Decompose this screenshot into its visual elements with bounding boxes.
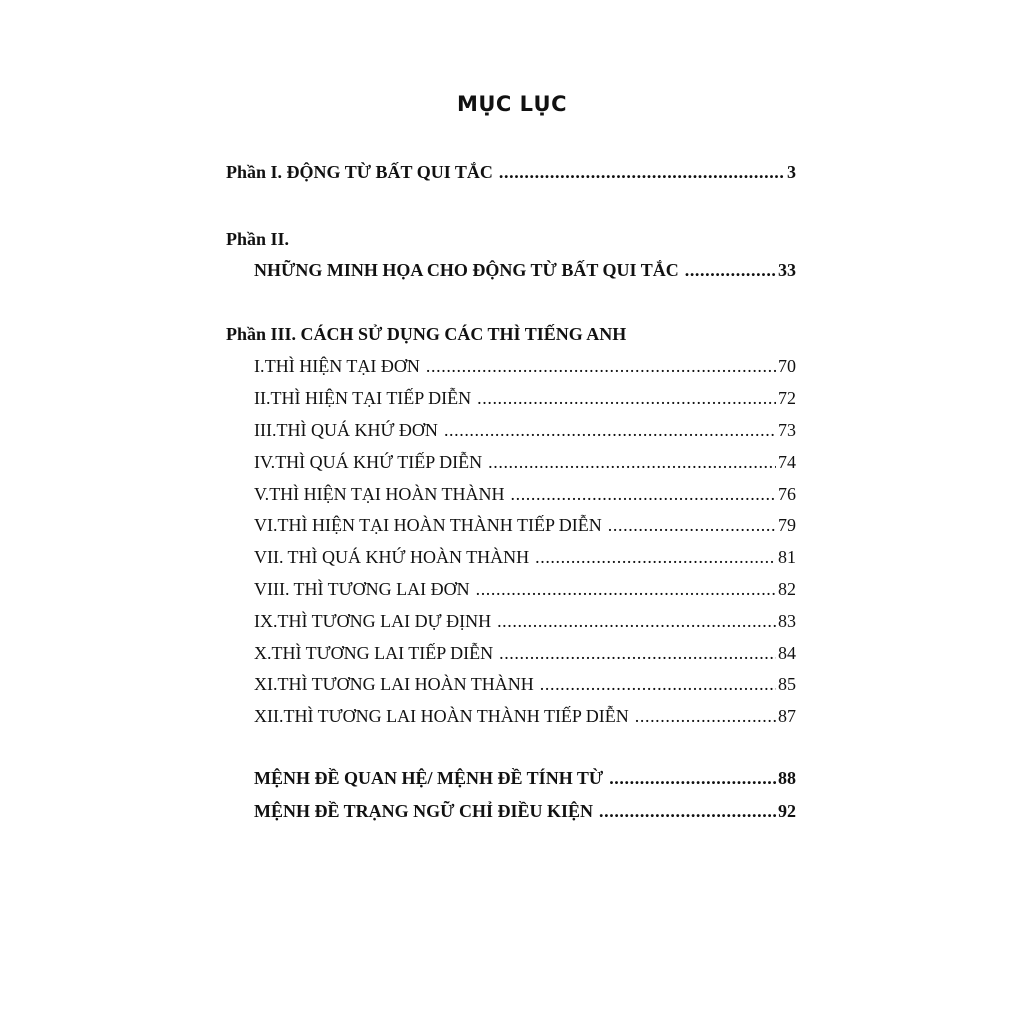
toc-entry-label: MỆNH ĐỀ QUAN HỆ/ MỆNH ĐỀ TÍNH TỪ: [254, 768, 604, 788]
toc-subentry-label: THÌ HIỆN TẠI HOÀN THÀNH: [269, 484, 505, 504]
roman-numeral: XI.: [254, 674, 278, 694]
toc-subentry-label: THÌ TƯƠNG LAI DỰ ĐỊNH: [277, 611, 492, 631]
roman-numeral: VIII.: [254, 579, 290, 599]
toc-subentry-label: THÌ QUÁ KHỨ TIẾP DIỄN: [275, 452, 483, 472]
dot-leader: [497, 609, 776, 633]
dot-leader: [685, 258, 776, 282]
dot-leader: [444, 418, 776, 442]
toc-page-number: 72: [778, 388, 796, 408]
toc-page-number: 81: [778, 547, 796, 567]
roman-numeral: I.: [254, 356, 265, 376]
toc-page-number: 82: [778, 579, 796, 599]
toc-entry-part-2[interactable]: [254, 258, 796, 282]
roman-numeral: IV.: [254, 452, 276, 472]
dot-leader: [535, 545, 776, 569]
toc-subentry[interactable]: [254, 704, 796, 728]
toc-entry-label: MỆNH ĐỀ TRẠNG NGỮ CHỈ ĐIỀU KIỆN: [254, 801, 594, 821]
dot-leader: [476, 577, 776, 601]
roman-numeral: IX.: [254, 611, 278, 631]
toc-page-number: 85: [778, 674, 796, 694]
dot-leader: [635, 704, 776, 728]
toc-page-number: 88: [778, 768, 796, 788]
dot-leader: [609, 766, 776, 790]
toc-subentry-label: THÌ QUÁ KHỨ ĐƠN: [276, 420, 438, 440]
toc-subentry[interactable]: [254, 672, 796, 696]
dot-leader: [599, 799, 776, 823]
toc-entry-relative-clause[interactable]: [254, 766, 796, 790]
toc-page-number: 74: [778, 452, 796, 472]
toc-page-number: 87: [778, 706, 796, 726]
toc-subentry-label: THÌ TƯƠNG LAI HOÀN THÀNH: [277, 674, 534, 694]
toc-subentry-label: THÌ HIỆN TẠI HOÀN THÀNH TIẾP DIỄN: [277, 515, 602, 535]
toc-subentry-label: THÌ QUÁ KHỨ HOÀN THÀNH: [287, 547, 530, 567]
toc-subentry[interactable]: [254, 641, 796, 665]
dot-leader: [540, 672, 776, 696]
toc-subentry[interactable]: [254, 609, 796, 633]
toc-subentry[interactable]: [254, 577, 796, 601]
dot-leader: [488, 450, 776, 474]
toc-page-number: 70: [778, 356, 796, 376]
roman-numeral: VI.: [254, 515, 278, 535]
toc-entry-label: Phần II.: [226, 229, 290, 249]
toc-subentry[interactable]: [254, 418, 796, 442]
toc-subentry[interactable]: [254, 354, 796, 378]
dot-leader: [426, 354, 776, 378]
toc-subentry[interactable]: [254, 545, 796, 569]
dot-leader: [499, 641, 776, 665]
dot-leader: [499, 160, 785, 184]
roman-numeral: X.: [254, 643, 272, 663]
toc-entry-part-1[interactable]: [226, 160, 796, 184]
toc-entry-conditional-clause[interactable]: [254, 799, 796, 823]
toc-subentry[interactable]: [254, 450, 796, 474]
roman-numeral: II.: [254, 388, 271, 408]
toc-subentry-label: THÌ TƯƠNG LAI HOÀN THÀNH TIẾP DIỄN: [283, 706, 629, 726]
toc-page-number: 92: [778, 801, 796, 821]
dot-leader: [477, 386, 776, 410]
dot-leader: [608, 513, 776, 537]
toc-entry-label: Phần III. CÁCH SỬ DỤNG CÁC THÌ TIẾNG ANH: [226, 324, 627, 344]
toc-page-number: 33: [778, 260, 796, 280]
roman-numeral: VII.: [254, 547, 284, 567]
toc-page-number: 79: [778, 515, 796, 535]
toc-entry-label: Phần I. ĐỘNG TỪ BẤT QUI TẮC: [226, 162, 493, 182]
dot-leader: [511, 482, 777, 506]
toc-page-number: 84: [778, 643, 796, 663]
toc-subentry[interactable]: [254, 482, 796, 506]
toc-page-number: 83: [778, 611, 796, 631]
roman-numeral: V.: [254, 484, 270, 504]
toc-page-number: 76: [778, 484, 796, 504]
toc-subentry-label: THÌ HIỆN TẠI ĐƠN: [264, 356, 420, 376]
roman-numeral: XII.: [254, 706, 284, 726]
page-title: MỤC LỤC: [456, 92, 568, 116]
toc-subentry-label: THÌ HIỆN TẠI TIẾP DIỄN: [270, 388, 472, 408]
toc-subentry[interactable]: [254, 386, 796, 410]
roman-numeral: III.: [254, 420, 277, 440]
toc-part-3-heading: [226, 322, 626, 346]
toc-subentry-label: THÌ TƯƠNG LAI TIẾP DIỄN: [271, 643, 494, 663]
toc-subentry-label: THÌ TƯƠNG LAI ĐƠN: [293, 579, 470, 599]
toc-entry-label: NHỮNG MINH HỌA CHO ĐỘNG TỪ BẤT QUI TẮC: [254, 260, 679, 280]
toc-part-2-heading: [226, 227, 289, 251]
toc-page-number: 3: [787, 162, 796, 182]
toc-page-number: 73: [778, 420, 796, 440]
toc-subentry[interactable]: [254, 513, 796, 537]
